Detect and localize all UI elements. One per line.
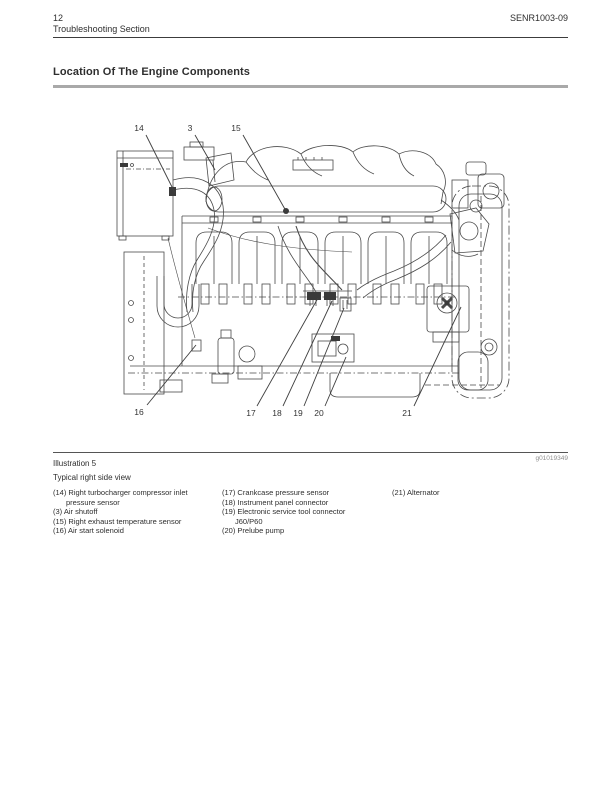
doc-code: SENR1003-09	[509, 13, 568, 23]
page-title: Location Of The Engine Components	[53, 66, 251, 78]
legend-item: (19) Electronic service tool connector	[222, 507, 346, 517]
legend-item: (14) Right turbocharger compressor inlet	[53, 488, 188, 497]
legend-item-continuation: pressure sensor	[66, 497, 120, 507]
callout-21: 21	[402, 408, 412, 418]
callout-15: 15	[231, 123, 241, 133]
section-title: Troubleshooting Section	[53, 24, 150, 34]
callout-17: 17	[246, 408, 256, 418]
center-harness	[208, 226, 451, 298]
engine-diagram	[90, 112, 520, 430]
legend-item: (16) Air start solenoid	[53, 526, 124, 536]
prelube-pump	[312, 334, 354, 362]
legend-item: (18) Instrument panel connector	[222, 497, 329, 507]
legend-item-continuation: J60/P60	[235, 516, 263, 526]
legend-item: (3) Air shutoff	[53, 507, 98, 517]
callout-3: 3	[187, 123, 193, 133]
manifold-flange	[293, 160, 333, 170]
engine-block	[124, 216, 460, 397]
turbocharger	[450, 200, 489, 256]
figure-label: Illustration 5	[53, 459, 97, 468]
title-rule	[53, 85, 568, 88]
flywheel-housing	[425, 162, 509, 398]
air-start-solenoid	[192, 340, 201, 351]
legend-item: (20) Prelube pump	[222, 526, 285, 536]
air-shutoff	[184, 142, 234, 186]
exhaust-manifold	[206, 145, 459, 220]
instrument-panel-connector	[324, 292, 336, 300]
legend-column-3	[392, 488, 560, 498]
air-cleaner-box	[117, 151, 173, 240]
bottom-components	[192, 330, 262, 379]
figure-id: g01019349	[535, 455, 568, 462]
legend-item: (17) Crankcase pressure sensor	[222, 488, 330, 497]
service-tool-connector	[340, 298, 351, 311]
figure-caption: Typical right side view	[53, 473, 131, 482]
page-number: 12	[53, 13, 64, 23]
connector-cluster	[303, 291, 352, 311]
callout-19: 19	[293, 408, 303, 418]
page-header	[53, 13, 568, 38]
legend-item: (21) Alternator	[392, 488, 440, 497]
callout-20: 20	[314, 408, 324, 418]
legend-column-2	[222, 488, 390, 536]
legend-item: (15) Right exhaust temperature sensor	[53, 516, 182, 526]
figure-rule	[53, 452, 568, 453]
legend-column-1	[53, 488, 221, 536]
callout-16: 16	[134, 407, 144, 417]
callout-14: 14	[134, 123, 144, 133]
crankcase-pressure-sensor	[307, 292, 321, 300]
callout-18: 18	[272, 408, 282, 418]
